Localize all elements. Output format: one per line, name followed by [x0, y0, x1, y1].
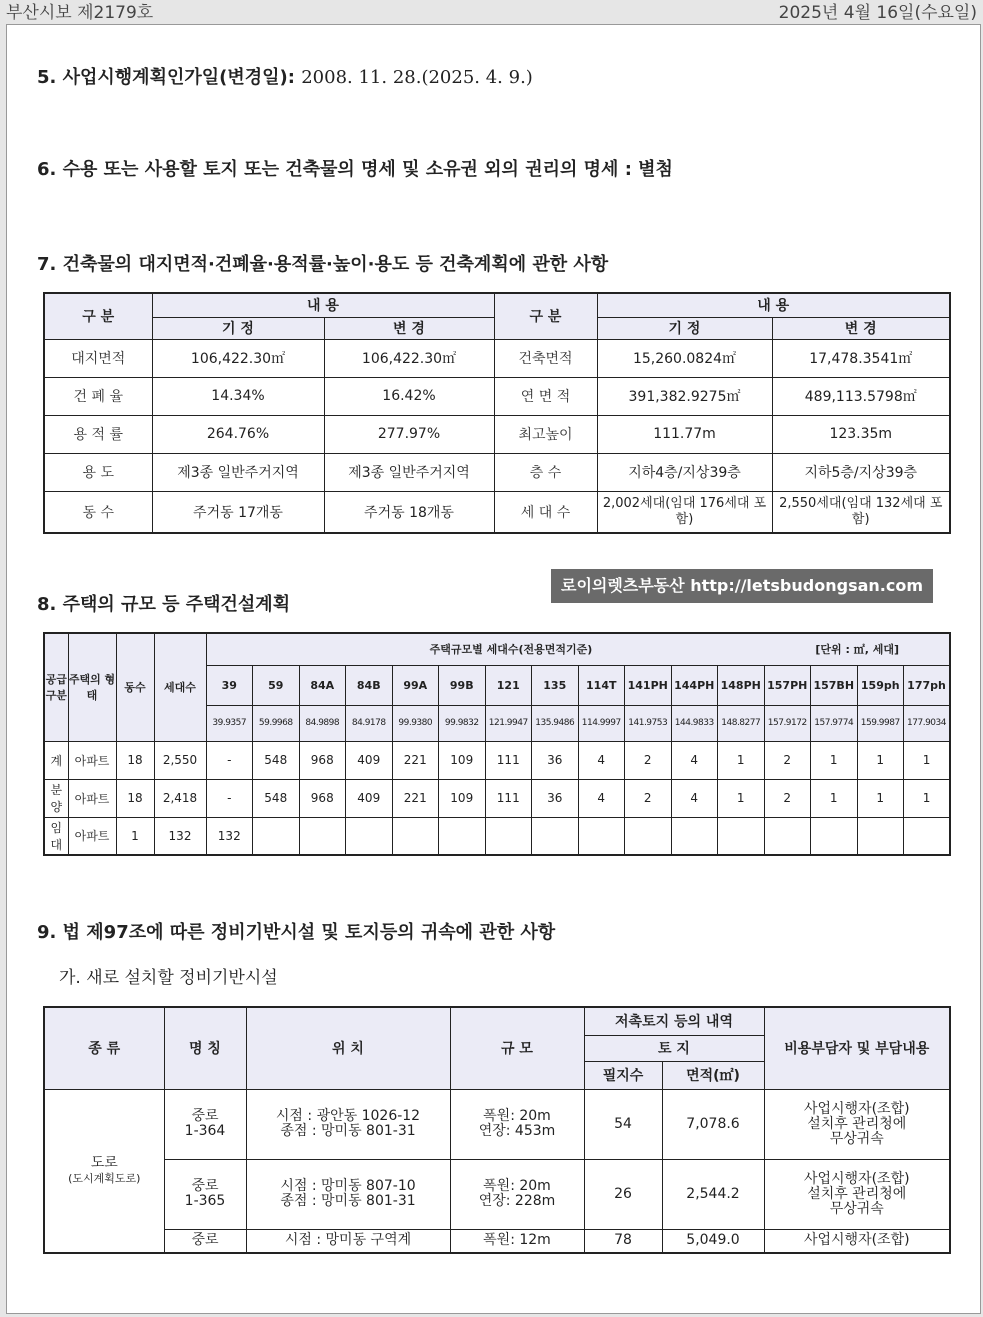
size-type-header: 135 [532, 665, 579, 705]
row-label: 연 면 적 [494, 377, 597, 415]
category-header: 구 분 [494, 293, 597, 339]
existing-value: 2,002세대(임대 176세대 포함) [597, 491, 772, 533]
existing-value: 391,382.9275㎡ [597, 377, 772, 415]
road-name: 중로 [164, 1229, 246, 1253]
changed-header: 변 경 [324, 317, 494, 339]
table-row [44, 415, 950, 453]
existing-header: 기 정 [597, 317, 772, 339]
road-kind-cell [44, 1089, 164, 1253]
households-cell: 2,418 [154, 779, 206, 817]
unit-count-cell: 1 [811, 779, 858, 817]
size-area-header: 84.9898 [299, 705, 346, 741]
unit-count-cell: 968 [299, 741, 346, 779]
housing-type-header: 주택의 형태 [68, 633, 116, 741]
table-row [44, 779, 950, 817]
unit-count-cell [671, 817, 718, 855]
changed-value: 17,478.3541㎡ [772, 339, 950, 377]
supply-cell: 계 [44, 741, 68, 779]
unit-count-cell [857, 817, 904, 855]
road-parcels: 26 [584, 1159, 662, 1229]
row-label: 대지면적 [44, 339, 152, 377]
unit-count-cell: 4 [578, 741, 625, 779]
buildings-cell: 18 [116, 779, 154, 817]
road-cost: 사업시행자(조합) 설치후 관리청에 무상귀속 [764, 1089, 950, 1159]
row-label: 용 적 률 [44, 415, 152, 453]
unit-count-cell: 4 [578, 779, 625, 817]
unit-count-cell: 2 [764, 779, 811, 817]
unit-count-cell [485, 817, 532, 855]
road-scale: 폭원: 20m 연장: 228m [450, 1159, 584, 1229]
name-header: 명 칭 [164, 1007, 246, 1089]
unit-count-cell: 1 [904, 741, 951, 779]
table-row [44, 1229, 950, 1253]
unit-count-cell [811, 817, 858, 855]
unit-count-cell [392, 817, 439, 855]
existing-value: 주거동 17개동 [152, 491, 324, 533]
changed-value: 지하5층/지상39층 [772, 453, 950, 491]
unit-count-cell: 548 [253, 741, 300, 779]
content-header: 내 용 [597, 293, 950, 317]
table-row [44, 741, 950, 779]
supply-header: 공급 구분 [44, 633, 68, 741]
size-type-header: 141PH [625, 665, 672, 705]
size-area-header: 121.9947 [485, 705, 532, 741]
size-type-header: 99B [439, 665, 486, 705]
unit-count-cell: 548 [253, 779, 300, 817]
unit-count-cell: 109 [439, 779, 486, 817]
infrastructure-table [43, 1006, 951, 1254]
unit-count-cell: 4 [671, 741, 718, 779]
section-8-title: 8. 주택의 규모 등 주택건설계획 [37, 594, 291, 615]
supply-cell: 분양 [44, 779, 68, 817]
unit-label: [단위 : ㎡, 세대] [815, 643, 900, 657]
section-5-label: 5. 사업시행계획인가일(변경일): [37, 67, 295, 88]
existing-value: 15,260.0824㎡ [597, 339, 772, 377]
size-type-header: 144PH [671, 665, 718, 705]
section-5-value: 2008. 11. 28.(2025. 4. 9.) [301, 67, 533, 88]
category-header: 구 분 [44, 293, 152, 339]
unit-count-cell: 111 [485, 741, 532, 779]
road-area: 7,078.6 [662, 1089, 764, 1159]
publication-date: 2025년 4월 16일(수요일) [778, 3, 977, 23]
size-area-header: 135.9486 [532, 705, 579, 741]
housing-type-cell: 아파트 [68, 817, 116, 855]
unit-count-cell: 4 [671, 779, 718, 817]
road-location: 시점 : 망미동 807-10 종점 : 망미동 801-31 [246, 1159, 450, 1229]
road-parcels: 78 [584, 1229, 662, 1253]
changed-value: 489,113.5798㎡ [772, 377, 950, 415]
road-kind-sublabel: (도시계획도로) [68, 1171, 141, 1185]
size-type-header: 157PH [764, 665, 811, 705]
content-header: 내 용 [152, 293, 494, 317]
road-location: 시점 : 광안동 1026-12 종점 : 망미동 801-31 [246, 1089, 450, 1159]
size-area-header: 157.9774 [811, 705, 858, 741]
size-area-header: 114.9997 [578, 705, 625, 741]
existing-value: 지하4층/지상39층 [597, 453, 772, 491]
land-header: 토 지 [584, 1035, 764, 1061]
road-name: 중로 1-364 [164, 1089, 246, 1159]
unit-count-cell [532, 817, 579, 855]
size-type-header: 59 [253, 665, 300, 705]
buildings-cell: 1 [116, 817, 154, 855]
section-9-title: 9. 법 제97조에 따른 정비기반시설 및 토지등의 귀속에 관한 사항 [37, 922, 556, 943]
existing-value: 제3종 일반주거지역 [152, 453, 324, 491]
unit-count-cell: 109 [439, 741, 486, 779]
road-name: 중로 1-365 [164, 1159, 246, 1229]
section-9-subtitle: 가. 새로 설치할 정비기반시설 [59, 968, 278, 988]
document-page [6, 24, 981, 1314]
kind-header: 종 류 [44, 1007, 164, 1089]
buildings-cell: 18 [116, 741, 154, 779]
table-row [44, 377, 950, 415]
table-row [44, 1159, 950, 1229]
size-type-header: 159ph [857, 665, 904, 705]
road-cost: 사업시행자(조합) [764, 1229, 950, 1253]
size-type-header: 114T [578, 665, 625, 705]
housing-type-cell: 아파트 [68, 741, 116, 779]
unit-count-cell: 36 [532, 741, 579, 779]
road-area: 5,049.0 [662, 1229, 764, 1253]
size-type-header: 99A [392, 665, 439, 705]
unit-count-cell: 1 [811, 741, 858, 779]
header-row [44, 633, 950, 665]
size-area-header: 39.9357 [206, 705, 253, 741]
table-row [44, 339, 950, 377]
size-type-header: 84A [299, 665, 346, 705]
unit-count-cell [764, 817, 811, 855]
row-label: 건축면적 [494, 339, 597, 377]
buildings-header: 동수 [116, 633, 154, 741]
size-area-header: 157.9172 [764, 705, 811, 741]
size-area-header: 99.9380 [392, 705, 439, 741]
page-header [0, 0, 983, 22]
unit-count-cell: 2 [764, 741, 811, 779]
road-parcels: 54 [584, 1089, 662, 1159]
existing-value: 14.34% [152, 377, 324, 415]
existing-value: 106,422.30㎡ [152, 339, 324, 377]
road-area: 2,544.2 [662, 1159, 764, 1229]
section-6: 6. 수용 또는 사용할 토지 또는 건축물의 명세 및 소유권 외의 권리의 명세 : 별첨 [37, 159, 673, 180]
unit-count-cell: 409 [346, 741, 393, 779]
unit-count-cell: 221 [392, 741, 439, 779]
unit-count-cell [718, 817, 765, 855]
land-details-header: 저촉토지 등의 내역 [584, 1007, 764, 1035]
unit-count-cell [346, 817, 393, 855]
changed-value: 2,550세대(임대 132세대 포함) [772, 491, 950, 533]
unit-count-cell: 968 [299, 779, 346, 817]
changed-value: 277.97% [324, 415, 494, 453]
location-header: 위 치 [246, 1007, 450, 1089]
households-cell: 132 [154, 817, 206, 855]
cost-header: 비용부담자 및 부담내용 [764, 1007, 950, 1089]
size-area-header: 144.9833 [671, 705, 718, 741]
unit-count-cell [904, 817, 951, 855]
parcels-header: 필지수 [584, 1061, 662, 1089]
size-area-header: 84.9178 [346, 705, 393, 741]
unit-count-cell: 1 [718, 779, 765, 817]
road-scale: 폭원: 12m [450, 1229, 584, 1253]
table-row [44, 817, 950, 855]
housing-plan-table [43, 632, 951, 856]
size-area-header: 177.9034 [904, 705, 951, 741]
row-label: 최고높이 [494, 415, 597, 453]
row-label: 세 대 수 [494, 491, 597, 533]
area-header: 면적(㎡) [662, 1061, 764, 1089]
size-type-header: 177ph [904, 665, 951, 705]
size-group-header [206, 633, 950, 665]
size-type-header: 121 [485, 665, 532, 705]
unit-count-cell: - [206, 779, 253, 817]
unit-count-cell: 1 [857, 741, 904, 779]
section-7-title: 7. 건축물의 대지면적·건폐율·용적률·높이·용도 등 건축계획에 관한 사항 [37, 254, 609, 275]
changed-value: 16.42% [324, 377, 494, 415]
unit-count-cell: 409 [346, 779, 393, 817]
existing-value: 111.77m [597, 415, 772, 453]
unit-count-cell: 1 [718, 741, 765, 779]
road-kind-label: 도로 [90, 1154, 118, 1171]
road-scale: 폭원: 20m 연장: 453m [450, 1089, 584, 1159]
scale-header: 규 모 [450, 1007, 584, 1089]
size-type-header: 157BH [811, 665, 858, 705]
existing-header: 기 정 [152, 317, 324, 339]
households-header: 세대수 [154, 633, 206, 741]
unit-count-cell: 1 [857, 779, 904, 817]
unit-count-cell: 221 [392, 779, 439, 817]
households-cell: 2,550 [154, 741, 206, 779]
unit-count-cell: 132 [206, 817, 253, 855]
size-area-header: 148.8277 [718, 705, 765, 741]
changed-value: 123.35m [772, 415, 950, 453]
watermark-banner: 로이의렛츠부동산 http://letsbudongsan.com [551, 569, 933, 603]
size-type-header: 148PH [718, 665, 765, 705]
unit-count-cell [439, 817, 486, 855]
unit-count-cell: 2 [625, 741, 672, 779]
size-area-header: 141.9753 [625, 705, 672, 741]
publication-title: 부산시보 제2179호 [6, 3, 154, 23]
unit-count-cell: 36 [532, 779, 579, 817]
supply-cell: 임대 [44, 817, 68, 855]
row-label: 층 수 [494, 453, 597, 491]
changed-value: 주거동 18개동 [324, 491, 494, 533]
housing-type-cell: 아파트 [68, 779, 116, 817]
table-row [44, 491, 950, 533]
road-cost: 사업시행자(조합) 설치후 관리청에 무상귀속 [764, 1159, 950, 1229]
size-group-title: 주택규모별 세대수(전용면적기준) [429, 643, 593, 657]
table-row [44, 1089, 950, 1159]
unit-count-cell [299, 817, 346, 855]
section-5 [37, 63, 533, 89]
changed-value: 106,422.30㎡ [324, 339, 494, 377]
size-type-header: 84B [346, 665, 393, 705]
size-area-header: 59.9968 [253, 705, 300, 741]
unit-count-cell [253, 817, 300, 855]
unit-count-cell: 111 [485, 779, 532, 817]
row-label: 용 도 [44, 453, 152, 491]
changed-value: 제3종 일반주거지역 [324, 453, 494, 491]
row-label: 동 수 [44, 491, 152, 533]
changed-header: 변 경 [772, 317, 950, 339]
row-label: 건 폐 율 [44, 377, 152, 415]
size-area-header: 159.9987 [857, 705, 904, 741]
unit-count-cell [578, 817, 625, 855]
unit-count-cell: 2 [625, 779, 672, 817]
unit-count-cell: - [206, 741, 253, 779]
size-type-header: 39 [206, 665, 253, 705]
size-area-header: 99.9832 [439, 705, 486, 741]
unit-count-cell: 1 [904, 779, 951, 817]
unit-count-cell [625, 817, 672, 855]
table-row [44, 453, 950, 491]
building-plan-table [43, 292, 951, 534]
existing-value: 264.76% [152, 415, 324, 453]
road-location: 시점 : 망미동 구역계 [246, 1229, 450, 1253]
